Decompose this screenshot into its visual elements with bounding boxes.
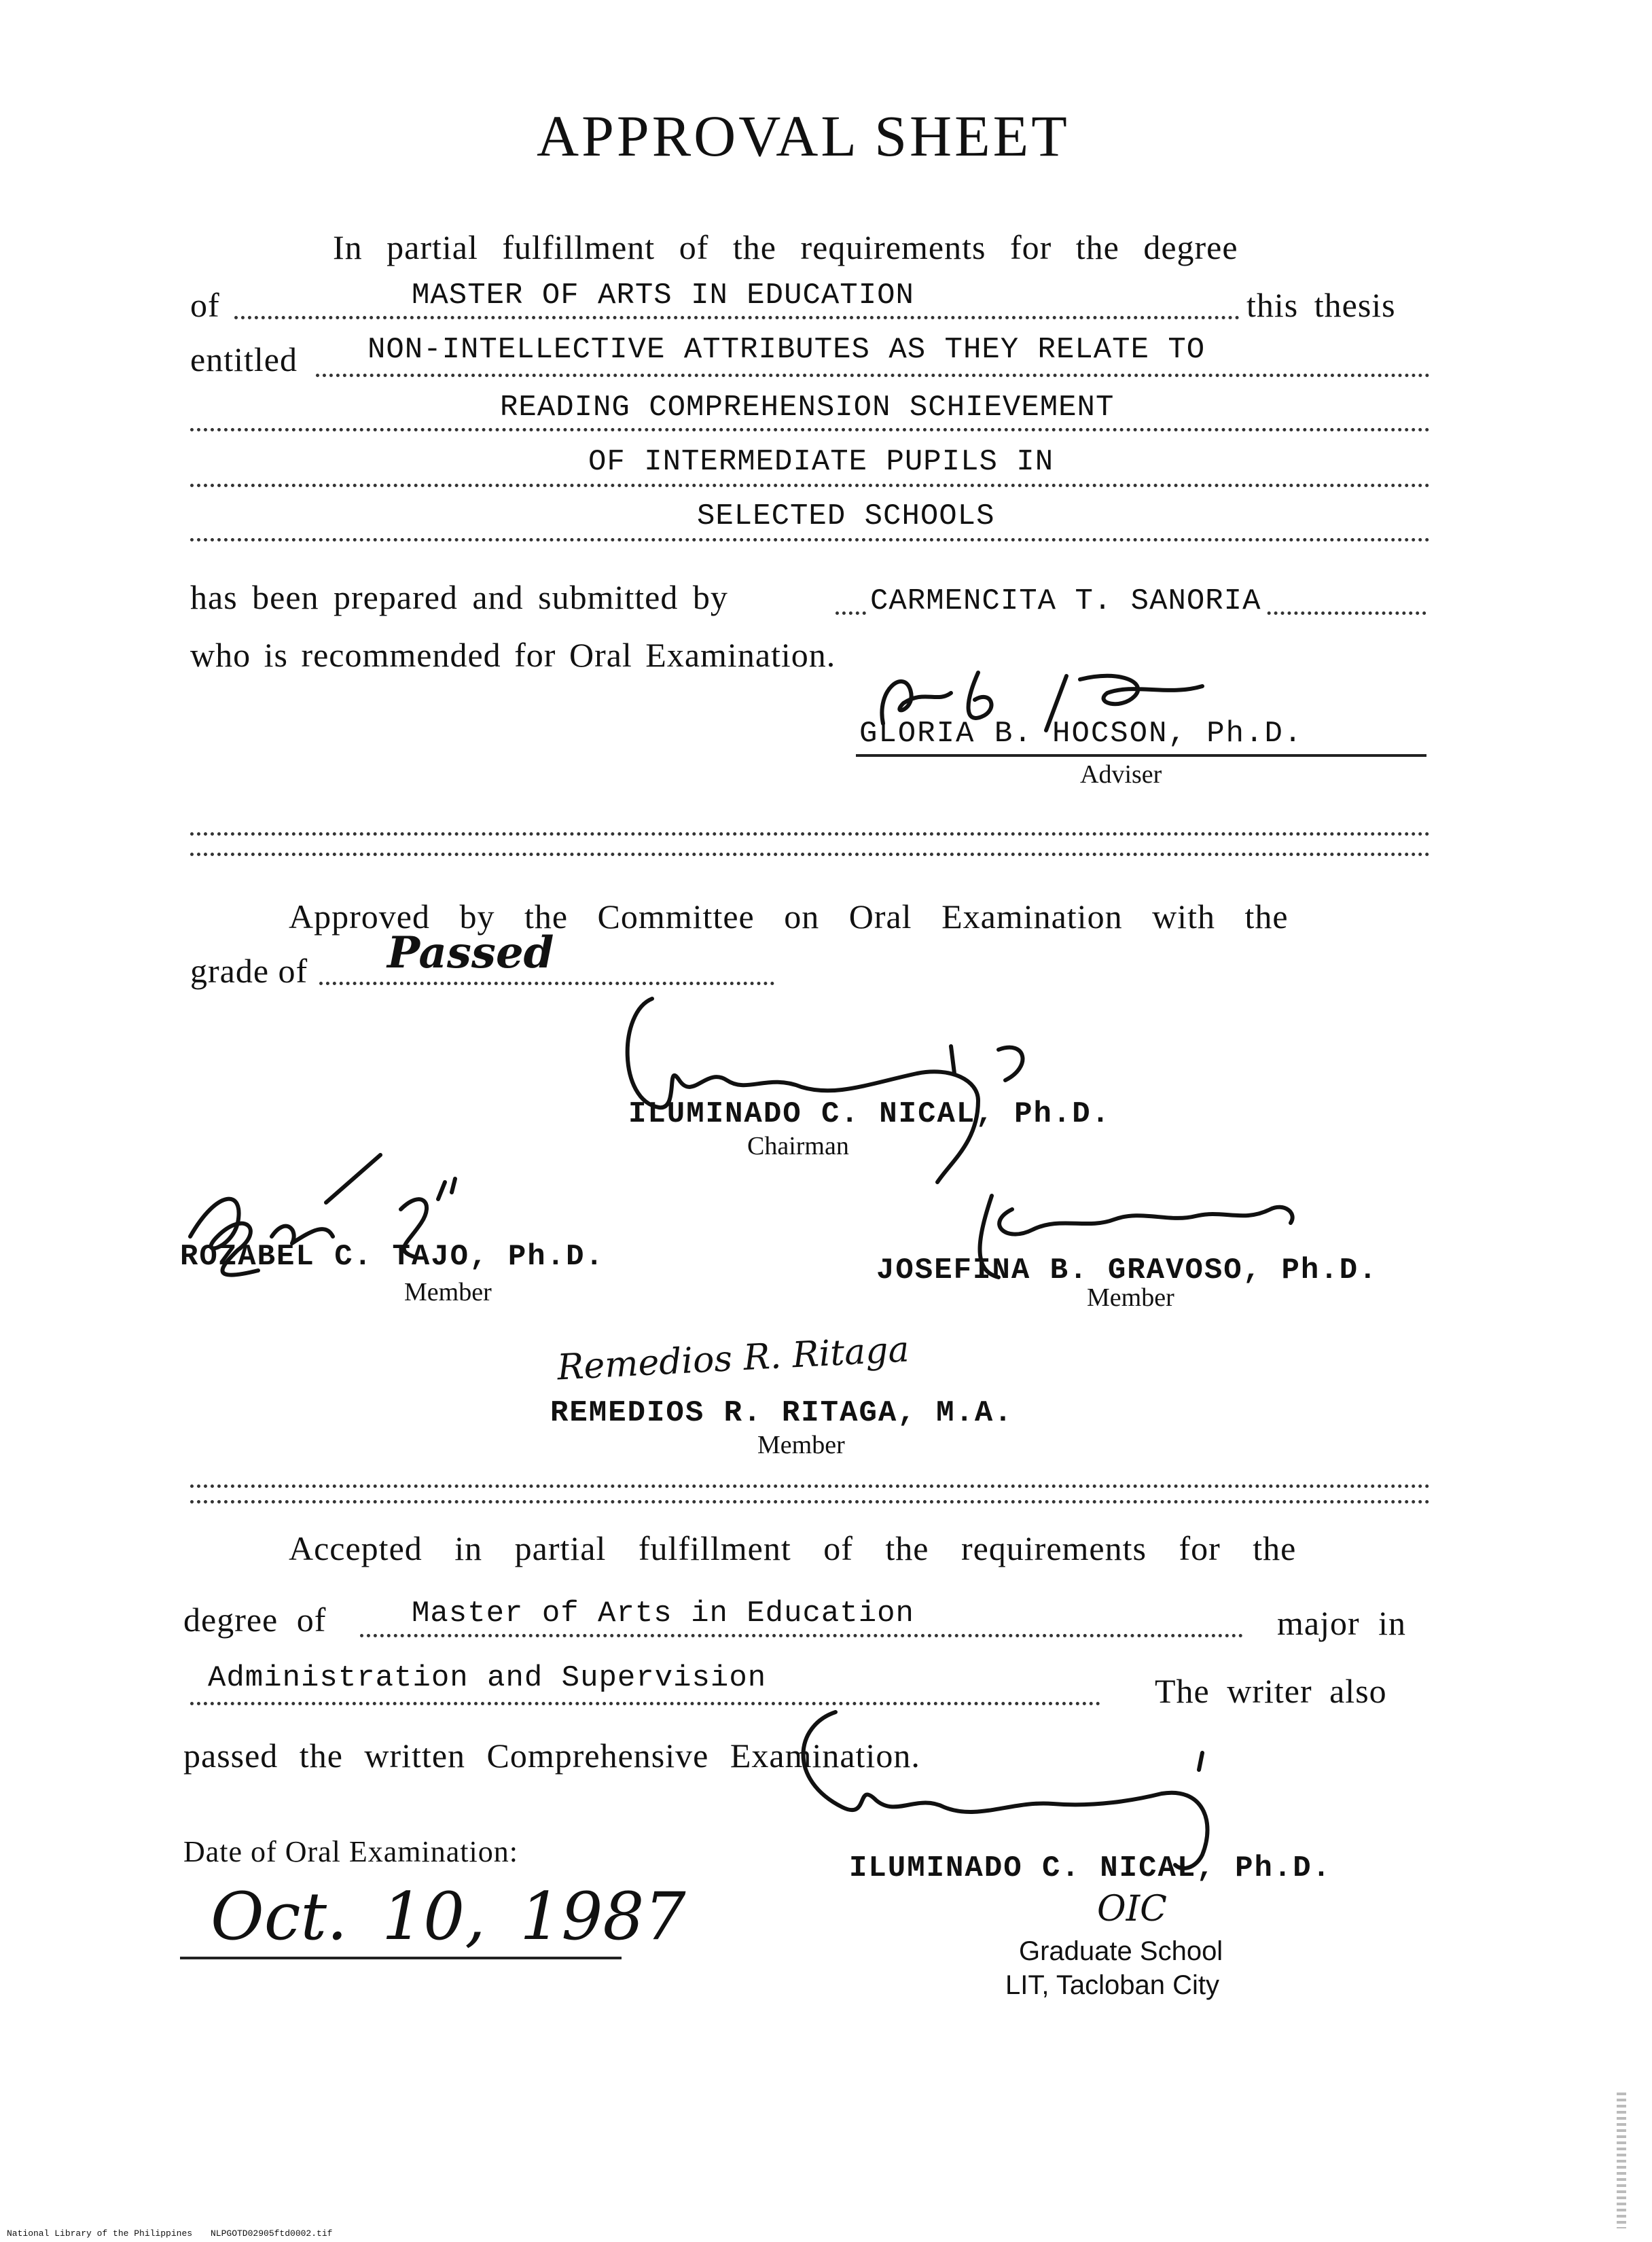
submitted-label: has been prepared and submitted by [190,578,728,616]
dotted-line [190,484,1430,487]
dotted-line [190,538,1430,541]
section-divider [190,1484,1430,1488]
adviser-name: GLORIA B. HOCSON, Ph.D. [859,717,1304,751]
section-divider [190,832,1430,836]
oic-title: OIC [1097,1889,1167,1929]
writer-also-text: The writer also [1155,1672,1387,1710]
date-rule [180,1957,622,1959]
this-thesis-label: this thesis [1246,286,1396,324]
approval-line-1: Approved by the Committee on Oral Examination with the [289,897,1289,936]
accepted-degree: Master of Arts in Education [408,1597,918,1631]
degree-of-label: degree of [183,1601,327,1639]
member3-role: Member [757,1431,845,1459]
grade-handwritten: Passed [387,927,554,978]
entitled-label: entitled [190,340,298,378]
member3-name: REMEDIOS R. RITAGA, M.A. [550,1396,1013,1430]
member2-name: JOSEFINA B. GRAVOSO, Ph.D. [876,1253,1378,1287]
page-title: APPROVAL SHEET [537,103,1070,168]
thesis-title-line-4: SELECTED SCHOOLS [693,499,999,533]
acceptance-line-1: Accepted in partial fulfillment of the requirements for the [289,1529,1297,1567]
dotted-line [190,428,1430,431]
member1-role: Member [404,1278,492,1306]
section-divider [190,1500,1430,1503]
dotted-line [234,316,1240,319]
thesis-title-line-3: OF INTERMEDIATE PUPILS IN [584,445,1058,479]
section-divider [190,853,1430,856]
footer-library: National Library of the Philippines [7,2228,193,2239]
intro-line-1: In partial fulfillment of the requirements for the degree [333,228,1238,266]
dotted-line [316,374,1430,377]
scan-edge-artifact [1617,2093,1626,2228]
major-in-label: major in [1277,1604,1407,1642]
member2-role: Member [1087,1283,1174,1312]
dotted-line [360,1634,1243,1637]
oral-exam-label: Date of Oral Examination: [183,1835,518,1868]
signature-rule [856,754,1426,757]
adviser-role: Adviser [1080,760,1162,789]
oral-exam-date: Oct. 10, 1987 [211,1879,686,1955]
oic-signature [781,1698,1270,1875]
recommended-text: who is recommended for Oral Examination. [190,636,836,674]
thesis-title-line-1: NON-INTELLECTIVE ATTRIBUTES AS THEY RELATE TO [363,333,1209,367]
chairman-name: ILUMINADO C. NICAL, Ph.D. [628,1097,1111,1131]
acceptance-line-4: passed the written Comprehensive Examination. [183,1737,920,1775]
of-label: of [190,286,220,324]
grade-label: grade of [190,952,308,990]
member1-name: ROZABEL C. TAJO, Ph.D. [180,1240,605,1274]
footer-file: NLPGOTD02905ftd0002.tif [211,2228,333,2239]
major-field: Administration and Supervision [204,1661,770,1695]
member3-signature: Remedios R. Ritaga [556,1329,910,1389]
graduate-school: Graduate School [1019,1936,1223,1966]
chairman-role: Chairman [747,1132,849,1160]
oic-name: ILUMINADO C. NICAL, Ph.D. [849,1851,1332,1885]
thesis-title-line-2: READING COMPREHENSION SCHIEVEMENT [496,391,1118,425]
institution: LIT, Tacloban City [1005,1970,1219,2000]
author-name: CARMENCITA T. SANORIA [866,584,1265,618]
degree-typed: MASTER OF ARTS IN EDUCATION [408,279,918,313]
